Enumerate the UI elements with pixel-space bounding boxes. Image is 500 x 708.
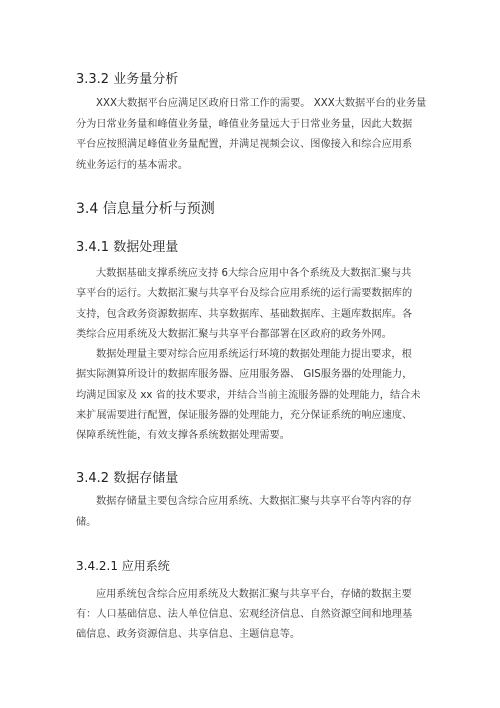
paragraph-line: 享平台的运行。大数据汇聚与共享平台及综合应用系统的运行需要数据库的 xyxy=(76,288,413,299)
paragraph-line: 平台应按照满足峰值业务量配置，并满足视频会议、图像接入和综合应用系 xyxy=(76,139,413,150)
paragraph-line: 储。 xyxy=(76,517,97,528)
section-heading-3-4-2-1: 3.4.2.1 应用系统 xyxy=(76,559,170,573)
paragraph-line: 来扩展需要进行配置，保证服务器的处理能力，充分保证系统的响应速度、 xyxy=(76,410,413,421)
section-heading-3-4: 3.4 信息量分析与预测 xyxy=(76,201,215,217)
paragraph-line: 数据存储量主要包含综合应用系统、大数据汇聚与共享平台等内容的存 xyxy=(96,496,412,507)
paragraph-line: 有：人口基础信息、法人单位信息、宏观经济信息、自然资源空间和地理基 xyxy=(76,609,413,620)
paragraph-line: 据实际测算所设计的数据库服务器、应用服务器、 GIS服务器的处理能力， xyxy=(76,369,413,380)
section-heading-3-4-2: 3.4.2 数据存储量 xyxy=(76,471,179,486)
paragraph-line: 分为日常业务量和峰值业务量，峰值业务量远大于日常业务量，因此大数据 xyxy=(76,119,413,130)
section-heading-3-4-1: 3.4.1 数据处理量 xyxy=(76,240,179,255)
paragraph-line: 支持，包含政务资源数据库、共享数据库、基础数据库、主题库数据库。各 xyxy=(76,309,413,320)
paragraph-line: XXX大数据平台应满足区政府日常工作的需要。 XXX大数据平台的业务量 xyxy=(96,98,427,109)
paragraph-line: 数据处理量主要对综合应用系统运行环境的数据处理能力提出要求，根 xyxy=(96,349,412,360)
paragraph-line: 保障系统性能，有效支撑各系统数据处理需要。 xyxy=(76,430,290,441)
paragraph-line: 均满足国家及 xx 省的技术要求，并结合当前主流服务器的处理能力，结合未 xyxy=(76,390,421,401)
paragraph-line: 大数据基础支撑系统应支持 6大综合应用中各个系统及大数据汇聚与共 xyxy=(96,268,412,279)
section-heading-3-3-2: 3.3.2 业务量分析 xyxy=(76,72,179,87)
paragraph-line: 类综合应用系统及大数据汇聚与共享平台都部署在区政府的政务外网。 xyxy=(76,329,392,340)
paragraph-line: 应用系统包含综合应用系统及大数据汇聚与共享平台，存储的数据主要 xyxy=(96,589,412,600)
paragraph-line: 统业务运行的基本需求。 xyxy=(76,160,189,171)
paragraph-line: 础信息、政务资源信息、共享信息、主题信息等。 xyxy=(76,629,301,640)
